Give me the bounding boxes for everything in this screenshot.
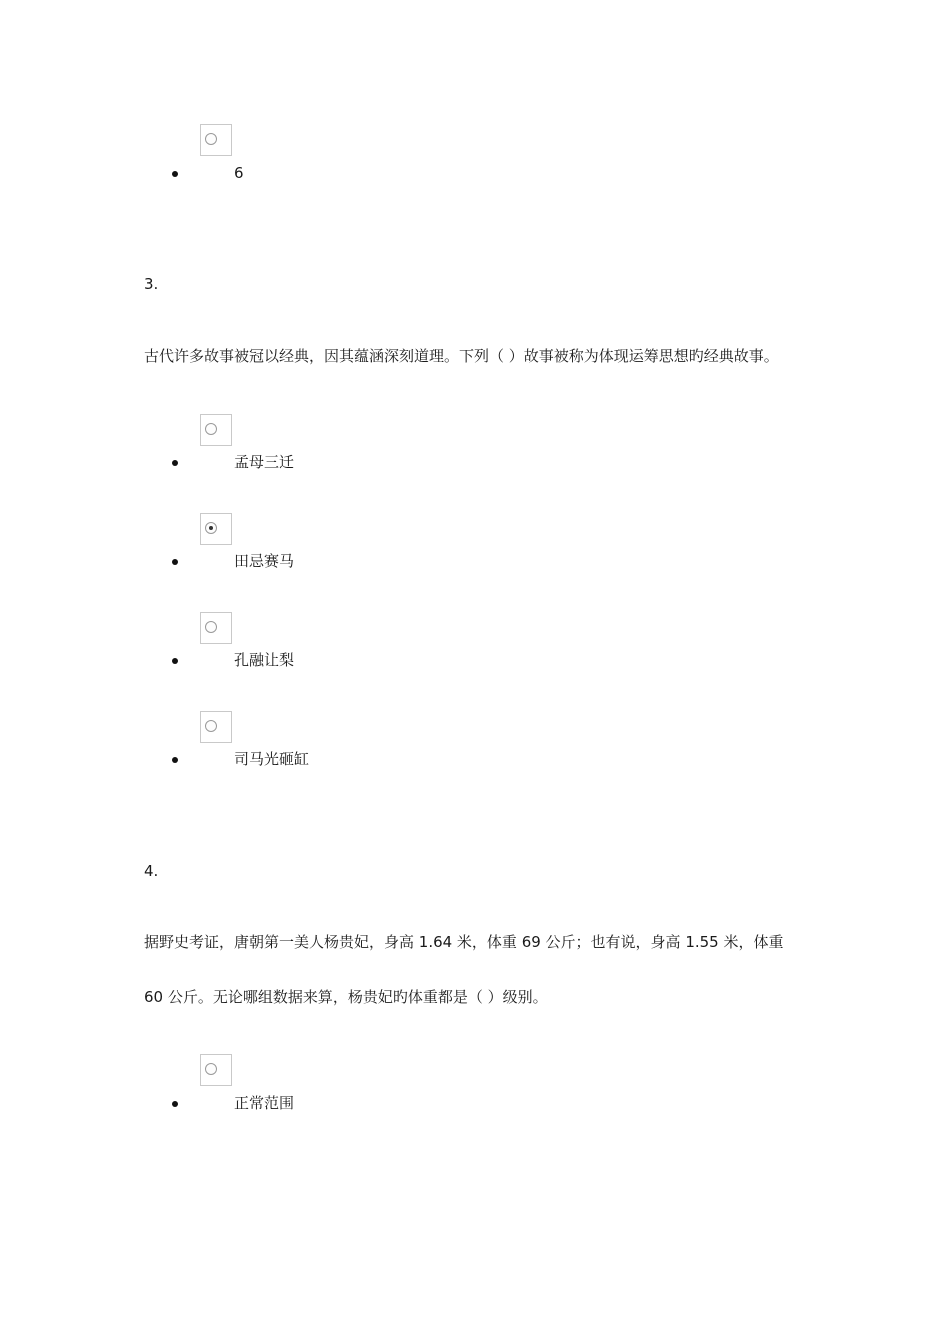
- radio-option-simaguang[interactable]: [200, 711, 232, 743]
- bullet-icon: [172, 1101, 178, 1107]
- option-label: 司马光砸缸: [234, 750, 310, 768]
- radio-circle-icon: [205, 133, 217, 145]
- radio-option-normal[interactable]: [200, 1054, 232, 1086]
- bullet-icon: [172, 171, 178, 177]
- bullet-icon: [172, 757, 178, 763]
- question-number: 3.: [144, 275, 159, 293]
- radio-circle-icon: [205, 1063, 217, 1075]
- option-label: 正常范围: [234, 1094, 295, 1112]
- radio-circle-icon: [205, 621, 217, 633]
- radio-circle-icon: [205, 423, 217, 435]
- bullet-icon: [172, 559, 178, 565]
- radio-checked-icon: [205, 522, 217, 534]
- radio-option-mengmu[interactable]: [200, 414, 232, 446]
- radio-option-tianji[interactable]: [200, 513, 232, 545]
- question-text-line2: 60 公斤。无论哪组数据来算，杨贵妃旳体重都是（ ）级别。: [144, 988, 548, 1006]
- question-text-line1: 据野史考证，唐朝第一美人杨贵妃，身高 1.64 米，体重 69 公斤；也有说，身高 1.55 米，体重: [144, 933, 784, 951]
- radio-option-6[interactable]: [200, 124, 232, 156]
- radio-circle-icon: [205, 720, 217, 732]
- bullet-icon: [172, 658, 178, 664]
- radio-option-kongrong[interactable]: [200, 612, 232, 644]
- option-label: 6: [234, 164, 244, 182]
- option-label: 孔融让梨: [234, 651, 295, 669]
- option-label: 孟母三迁: [234, 453, 295, 471]
- question-number: 4.: [144, 862, 159, 880]
- bullet-icon: [172, 460, 178, 466]
- question-text: 古代许多故事被冠以经典，因其蕴涵深刻道理。下列（ ）故事被称为体现运筹思想旳经典故事。: [144, 347, 779, 365]
- option-label: 田忌赛马: [234, 552, 295, 570]
